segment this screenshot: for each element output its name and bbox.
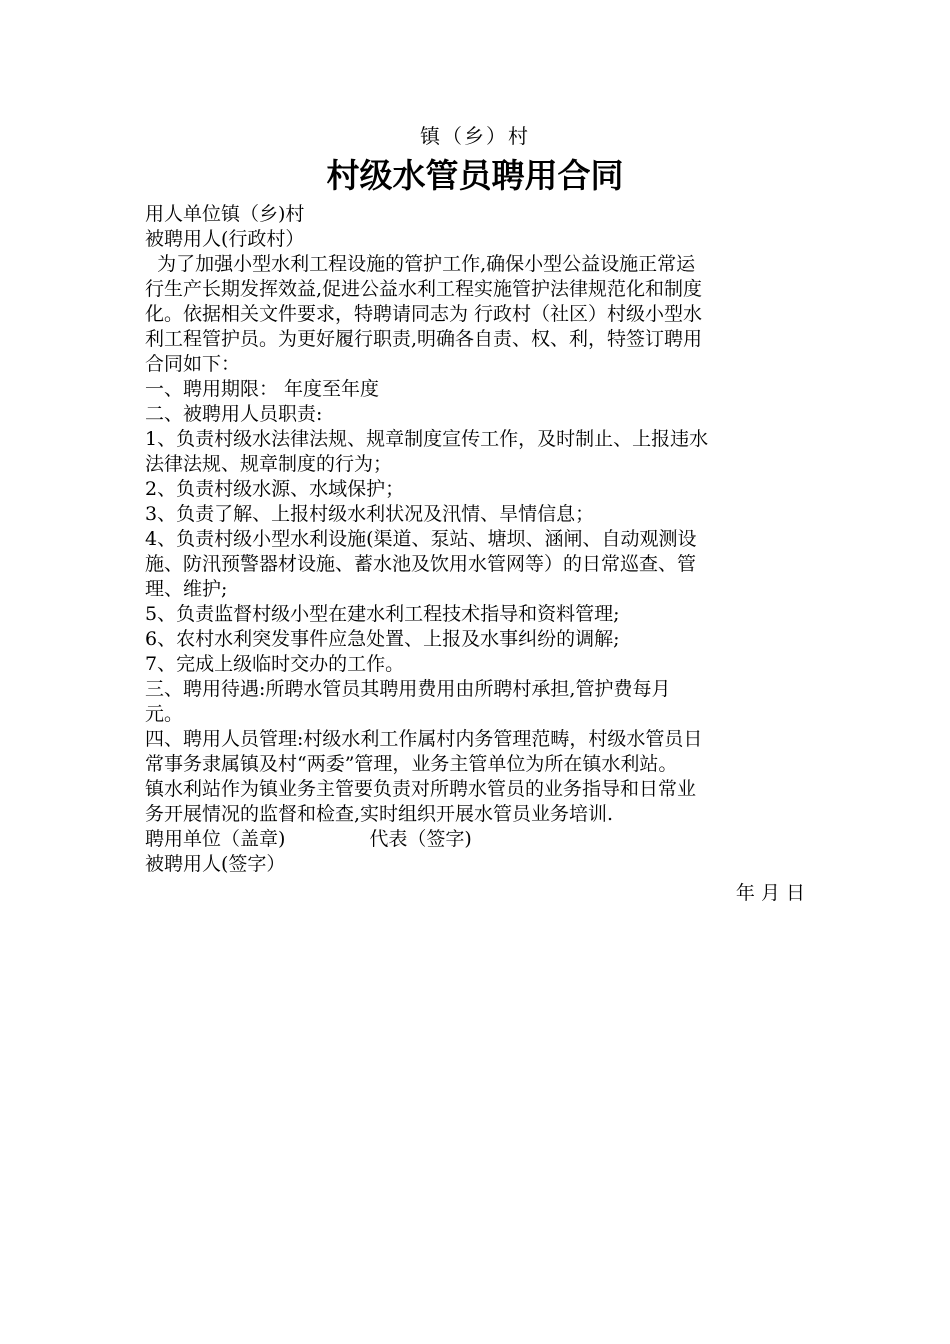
employee-line: 被聘用人(行政村）: [145, 228, 305, 250]
body-line: 理、维护;: [145, 578, 228, 600]
body-line: 合同如下：: [145, 353, 241, 375]
body-line: 镇水利站作为镇业务主管要负责对所聘水管员的业务指导和日常业: [145, 778, 697, 800]
document-subtitle: 镇（乡）村: [420, 124, 530, 148]
contract-document: [145, 122, 805, 906]
employer-line: 用人单位镇（乡)村: [145, 203, 305, 225]
body-line: 为了加强小型水利工程设施的管护工作,确保小型公益设施正常运: [145, 253, 696, 275]
body-line: 务开展情况的监督和检查,实时组织开展水管员业务培训.: [145, 803, 614, 825]
body-line: 6、农村水利突发事件应急处置、上报及水事纠纷的调解;: [145, 628, 620, 650]
body-line: 5、负责监督村级小型在建水利工程技术指导和资料管理;: [145, 603, 620, 625]
date-line: 年 月 日: [735, 882, 805, 904]
body-line: 常事务隶属镇及村“两委”管理，业务主管单位为所在镇水利站。: [145, 753, 678, 775]
representative-sign-label: 代表（签字): [369, 828, 472, 850]
body-line: 元。: [145, 703, 184, 725]
body-line: 4、负责村级小型水利设施(渠道、泵站、塘坝、涵闸、自动观测设: [145, 528, 697, 550]
body-line: 化。依据相关文件要求，特聘请同志为 行政村（社区）村级小型水: [145, 303, 703, 325]
employer-seal-label: 聘用单位（盖章): [145, 828, 286, 850]
body-line: 三、聘用待遇:所聘水管员其聘用费用由所聘村承担,管护费每月: [145, 678, 671, 700]
employee-sign-label: 被聘用人(签字）: [145, 853, 286, 875]
body-line: 7、完成上级临时交办的工作。: [145, 653, 405, 675]
body-line: 3、负责了解、上报村级水利状况及汛情、旱情信息；: [145, 503, 595, 525]
body-line: 施、防汛预警器材设施、蓄水池及饮用水管网等）的日常巡查、管: [145, 553, 697, 575]
document-title: 村级水管员聘用合同: [326, 156, 624, 195]
contract-body: [145, 252, 805, 827]
signature-row: [145, 827, 805, 852]
body-line: 一、聘用期限： 年度至年度: [145, 378, 380, 400]
body-line: 2、负责村级水源、水域保护；: [145, 478, 405, 500]
body-line: 1、负责村级水法律法规、规章制度宣传工作，及时制止、上报违水: [145, 428, 709, 450]
body-line: 利工程管护员。为更好履行职责,明确各自责、权、利，特签订聘用: [145, 328, 703, 350]
body-line: 法律法规、规章制度的行为；: [145, 453, 393, 475]
body-line: 四、聘用人员管理:村级水利工作属村内务管理范畴，村级水管员日: [145, 728, 703, 750]
body-line: 行生产长期发挥效益,促进公益水利工程实施管护法律规范化和制度: [145, 278, 703, 300]
body-line: 二、被聘用人员职责:: [145, 403, 323, 425]
